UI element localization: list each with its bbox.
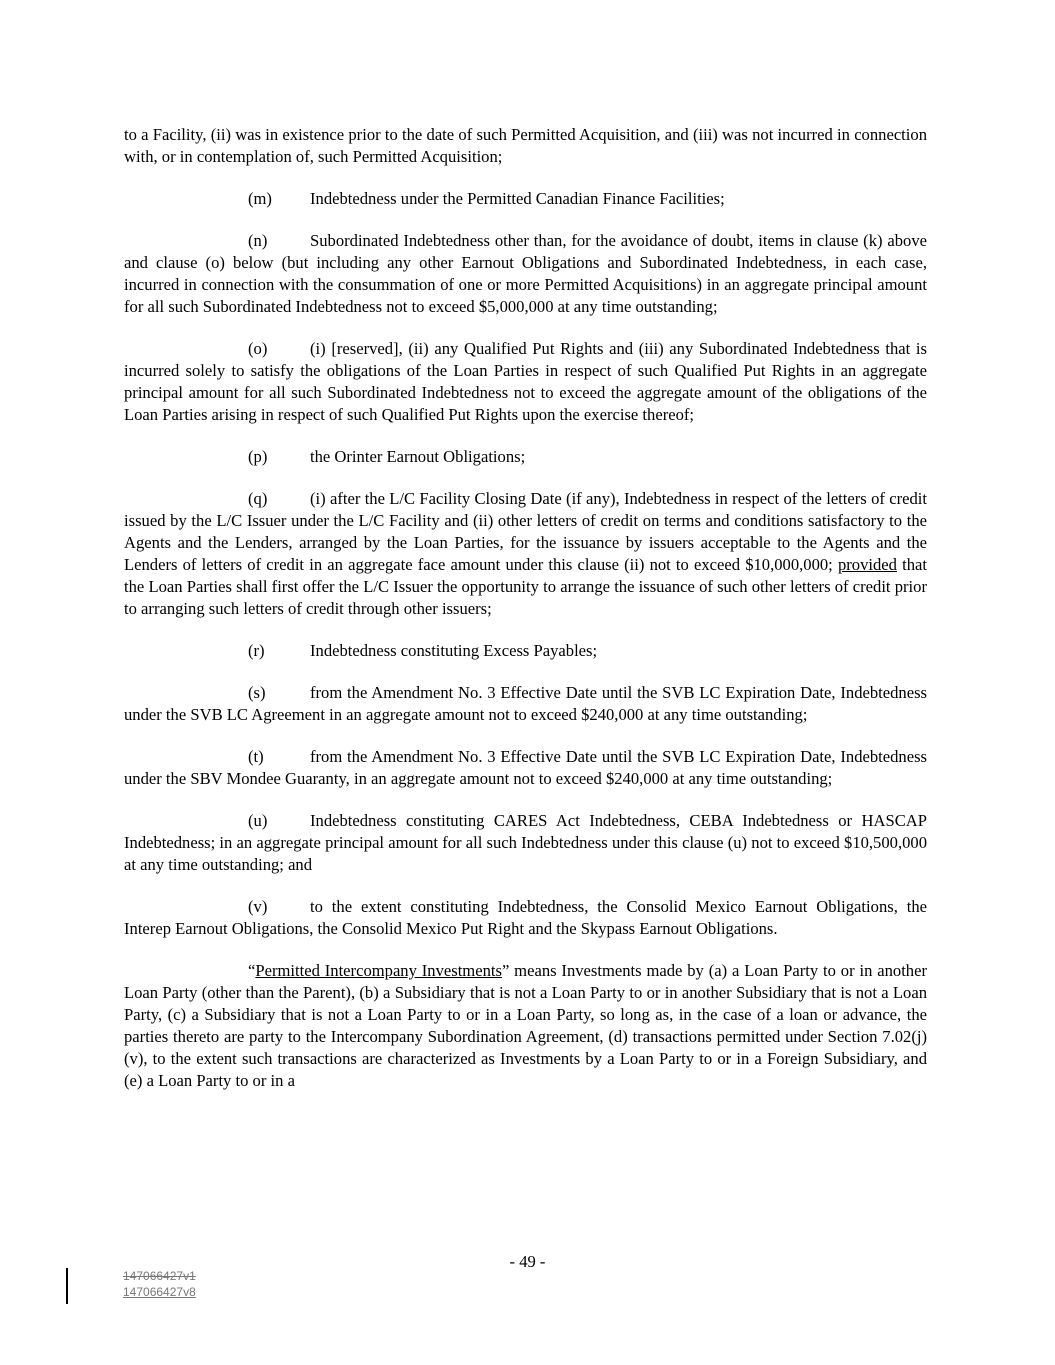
- clause-u: [124, 810, 927, 876]
- clause-q: [124, 488, 927, 620]
- document-body: [124, 124, 927, 1112]
- document-footer: [66, 1268, 196, 1304]
- clause-text: Subordinated Indebtedness other than, for the avoidance of doubt, items in clause (k) above and clause (o) below (but including any other Earnout Obligations and Subordinated Indebtedness, in each case, incurred in connection with the consummation of one or more Permitted Acquisitions) in an aggregate principal amount for all such Subordinated Indebtedness not to exceed $5,000,000 at any time outstanding;: [124, 231, 927, 316]
- clause-label: (u): [248, 811, 268, 830]
- clause-text-after: that the Loan Parties shall first offer the L/C Issuer the opportunity to arrange the issuance of such other letters of credit prior to arranging such letters of credit through other issuers;: [124, 555, 928, 618]
- clause-text: the Orinter Earnout Obligations;: [310, 447, 526, 466]
- clause-text: Indebtedness under the Permitted Canadian Finance Facilities;: [310, 189, 725, 208]
- open-quote: “: [248, 961, 256, 980]
- clause-label: (r): [248, 641, 265, 660]
- clause-label: (q): [248, 489, 268, 508]
- clause-r: [124, 640, 927, 662]
- clause-label: (m): [248, 189, 272, 208]
- clause-text: from the Amendment No. 3 Effective Date until the SVB LC Expiration Date, Indebtedness under the SVB LC Agreement in an aggregate amount not to exceed $240,000 at any time outstanding;: [124, 683, 927, 724]
- clause-text: to the extent constituting Indebtedness, the Consolid Mexico Earnout Obligations, the Interep Earnout Obligations, the Consolid Mexico Put Right and the Skypass Earnout Obligations.: [124, 897, 927, 938]
- clause-text: (i) [reserved], (ii) any Qualified Put Rights and (iii) any Subordinated Indebtedness that is incurred solely to satisfy the obligations of the Loan Parties in respect of such Qualified Put Rights in an aggregate principal amount for all such Subordinated Indebtedness not to exceed the aggregate amount of the obligations of the Loan Parties arising in respect of such Qualified Put Rights upon the exercise thereof;: [124, 339, 927, 424]
- clause-n: [124, 230, 927, 318]
- clause-label: (v): [248, 897, 268, 916]
- clause-label: (o): [248, 339, 268, 358]
- clause-v: [124, 896, 927, 940]
- clause-text: Indebtedness constituting CARES Act Indebtedness, CEBA Indebtedness or HASCAP Indebtedness; in an aggregate principal amount for all such Indebtedness under this clause (u) not to exceed $10,500,000 at any time outstanding; and: [124, 811, 927, 874]
- clause-m: [124, 188, 927, 210]
- clause-label: (n): [248, 231, 268, 250]
- definition-permitted-intercompany-investments: [124, 960, 927, 1092]
- clause-p: [124, 446, 927, 468]
- definition-text: means Investments made by (a) a Loan Party to or in another Loan Party (other than the Parent), (b) a Subsidiary that is not a Loan Party to or in another Subsidiary that is not a Loan Party, (c) a Subsidiary that is not a Loan Party to or in a Loan Party, so long as, in the case of a loan or advance, the parties thereto are party to the Intercompany Subordination Agreement, (d) transactions permitted under Section 7.02(j)(v), to the extent such transactions are characterized as Investments by a Loan Party to or in a Foreign Subsidiary, and (e) a Loan Party to or in a: [124, 961, 927, 1090]
- defined-term: Permitted Intercompany Investments: [255, 961, 502, 980]
- clause-text: Indebtedness constituting Excess Payables;: [310, 641, 598, 660]
- clause-text: from the Amendment No. 3 Effective Date until the SVB LC Expiration Date, Indebtedness under the SBV Mondee Guaranty, in an aggregate amount not to exceed $240,000 at any time outstanding;: [124, 747, 927, 788]
- close-quote: ”: [501, 961, 510, 980]
- page-number: - 49 -: [509, 1252, 546, 1271]
- doc-id-new: 147066427v8: [123, 1285, 196, 1299]
- continuation-paragraph: to a Facility, (ii) was in existence prior to the date of such Permitted Acquisition, and (iii) was not incurred in connection with, or in contemplation of, such Permitted Acquisition;: [124, 125, 927, 166]
- doc-id-old: 147066427v1: [123, 1269, 196, 1283]
- provided-term: provided: [837, 555, 897, 574]
- clause-label: (t): [248, 747, 264, 766]
- clause-o: [124, 338, 927, 426]
- clause-label: (p): [248, 447, 268, 466]
- clause-text-before: (i) after the L/C Facility Closing Date (if any), Indebtedness in respect of the letters of credit issued by the L/C Issuer under the L/C Facility and (ii) other letters of credit on terms and conditions satisfactory to the Agents and the Lenders, arranged by the Loan Parties, for the issuance by issuers acceptable to the Agents and the Lenders of letters of credit in an aggregate face amount under this clause (ii) not to exceed $10,000,000;: [124, 489, 927, 574]
- clause-s: [124, 682, 927, 726]
- clause-label: (s): [248, 683, 266, 702]
- clause-t: [124, 746, 927, 790]
